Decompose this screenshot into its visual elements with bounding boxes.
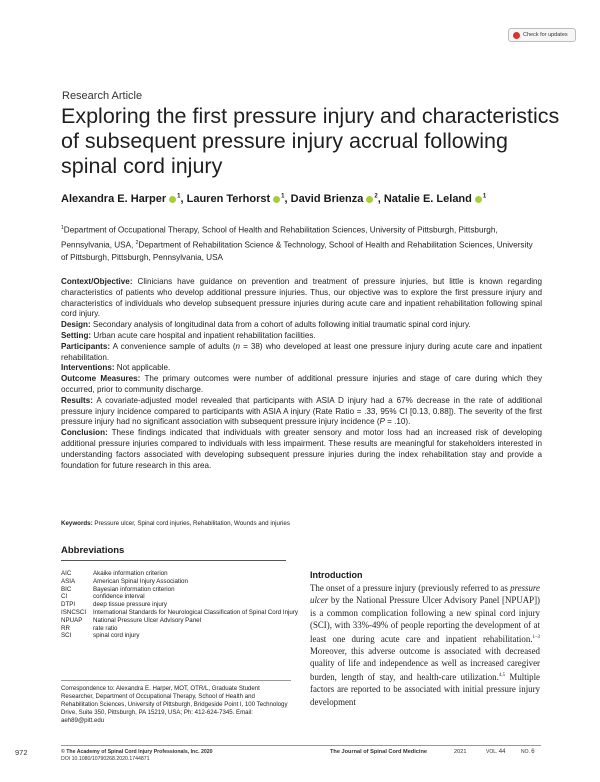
citation-link[interactable]: 4,5	[498, 672, 506, 678]
journal-name: The Journal of Spinal Cord Medicine	[330, 749, 427, 755]
abstract-results: Results: A covariate-adjusted model revealed that participants with ASIA D injury had a 67% decrease in the rate of additional pressure injury incidence compared to participants with ASIA A injury (Rate Ratio = .33, 95% CI [0.13, 0.88]). The severity of the first pressure injury had no significant association with subsequent pressure injury incidence (P = .10).	[61, 395, 542, 427]
abbreviation-row	[61, 578, 301, 586]
journal-volume: VOL. 44	[486, 749, 506, 755]
abstract-setting: Setting: Urban acute care hospital and inpatient rehabilitation facilities.	[61, 330, 316, 340]
abstract-conclusion: Conclusion: These findings indicated that individuals with greater sensory and motor loss had an increased risk of developing additional pressure injuries compared to individuals with less impairment. These results are meaningful for stakeholders interested in understanding factors associated with developing subsequent pressure injuries during the index rehabilitation stay and provide a foundation for future research in this area.	[61, 428, 542, 470]
introduction-heading: Introduction	[310, 570, 363, 580]
abstract-design: Design: Secondary analysis of longitudinal data from a cohort of adults following initial traumatic spinal cord injury.	[61, 320, 471, 330]
affiliation-text: Department of Rehabilitation Science & Technology, School of Health and Rehabilitation Sciences, University of Pittsburgh, Pittsburgh, Pennsylvania, USA	[61, 240, 533, 263]
article-title: Exploring the first pressure injury and characteristics of subsequent pressure injury accrual following spinal cord injury	[61, 104, 560, 178]
abbreviation-definition: American Spinal Injury Association	[93, 577, 188, 585]
abbreviation-definition: deep tissue pressure injury	[93, 601, 167, 609]
abstract-context: Context/Objective: Clinicians have guidance on prevention and treatment of pressure injuries, but little is known regarding characteristics of patients who develop additional pressure injuries. Thus, our objective was to explore the first pressure injury and characteristics of individuals who develop subsequent pressure injuries during acute care and inpatient rehabilitation following spinal cord injury.	[61, 277, 542, 319]
page-number: 972	[15, 748, 28, 757]
check-for-updates-label: Check for updates	[523, 32, 568, 38]
author-name: Natalie E. Leland	[383, 193, 472, 205]
abbreviation-term: DTPI	[61, 601, 76, 609]
journal-issue: NO. 6	[521, 749, 535, 755]
abbreviation-term: SCI	[61, 632, 72, 640]
check-for-updates-button[interactable]	[508, 28, 576, 42]
abbreviation-term: RR	[61, 624, 70, 632]
abbreviations-title: Abbreviations	[61, 545, 125, 556]
crossmark-icon	[513, 32, 520, 39]
abbreviation-row	[61, 609, 301, 617]
abbreviation-row	[61, 625, 301, 633]
abbreviation-term: AIC	[61, 570, 72, 577]
orcid-icon[interactable]	[273, 196, 280, 203]
abbreviation-row	[61, 570, 301, 578]
abbreviation-row	[61, 593, 301, 601]
abbreviation-definition: rate ratio	[93, 624, 118, 632]
abstract	[61, 277, 542, 471]
orcid-icon[interactable]	[475, 196, 482, 203]
affiliation-text: Department of Occupational Therapy, School of Health and Rehabilitation Sciences, University of Pittsburgh, Pittsburgh, Pennsylvania, USA,	[61, 225, 498, 250]
author-affiliation: 2	[374, 193, 378, 200]
divider	[61, 560, 286, 561]
abbreviation-definition: National Pressure Ulcer Advisory Panel	[93, 616, 201, 624]
author-name: Alexandra E. Harper	[61, 193, 167, 205]
abbreviation-definition: International Standards for Neurological Classification of Spinal Cord Injury	[93, 608, 298, 616]
abbreviation-row	[61, 632, 301, 640]
abstract-participants: Participants: A convenience sample of adults (n = 38) who developed at least one pressure injury during acute care and inpatient rehabilitation.	[61, 341, 542, 362]
correspondence-note: Correspondence to: Alexandra E. Harper, MOT, OTR/L, Graduate Student Researcher, Department of Occupational Therapy, School of Health and Rehabilitation Sciences, University of Pittsburgh, Bridgeside Point I, 100 Technology Drive, Suite 350, Pittsburgh, PA 15219, USA; Ph: 412-624-7345. Email: aeh89@pitt.edu	[61, 685, 288, 724]
orcid-icon[interactable]	[366, 196, 373, 203]
abbreviation-definition: spinal cord injury	[93, 632, 140, 640]
copyright: © The Academy of Spinal Cord Injury Professionals, Inc. 2020 DOI 10.1080/10790268.2020.1744871	[61, 749, 213, 762]
abbreviation-term: ISNCSCI	[61, 608, 87, 616]
abbreviation-definition: confidence interval	[93, 593, 145, 601]
abbreviation-term: NPUAP	[61, 616, 83, 624]
abbreviation-definition: Bayesian information criterion	[93, 585, 175, 593]
abbreviations-table	[61, 570, 301, 640]
divider	[61, 680, 291, 681]
doi-link[interactable]: DOI 10.1080/10790268.2020.1744871	[61, 756, 150, 762]
abstract-interventions: Interventions: Not applicable.	[61, 363, 171, 373]
abbreviation-term: ASIA	[61, 577, 76, 585]
author-affiliation: 1	[281, 193, 285, 200]
orcid-icon[interactable]	[169, 196, 176, 203]
abbreviation-row	[61, 617, 301, 625]
abbreviation-row	[61, 586, 301, 594]
author-name: Lauren Terhorst	[186, 193, 271, 205]
abbreviation-row	[61, 601, 301, 609]
affiliations	[61, 222, 539, 265]
divider	[61, 745, 541, 746]
author-name: David Brienza	[290, 193, 364, 205]
author-affiliation: 1	[177, 193, 181, 200]
author-list: Alexandra E. Harper $^1$, Lauren Terhorst $^1$, David Brienza $^2$, Natalie E. Leland $^1$	[61, 193, 487, 205]
affiliation-number: 1	[61, 225, 64, 231]
article-type: Research Article	[62, 90, 143, 102]
affiliation-number: 2	[135, 240, 139, 247]
journal-year: 2021	[454, 749, 467, 755]
abbreviation-term: BIC	[61, 585, 72, 593]
abbreviation-term: CI	[61, 593, 68, 601]
abstract-outcome: Outcome Measures: The primary outcomes were number of additional pressure injuries and stage of care during which they occurred, prior to community discharge.	[61, 374, 542, 394]
introduction-text: The onset of a pressure injury (previously referred to as pressure ulcer by the National Pressure Ulcer Advisory Panel [NPUAP]) is a common complication following a new spinal cord injury (SCI), with 33%-49% of people reporting the development of at least one during acute care and inpatient rehabilitation.$^{1-3}$ Moreover, this adverse outcome is associated with decreased quality of life and independence as well as increased caregiver burden, length of stay, and health-care utilization.$^{4,5}$ Multiple factors are reported to be associated with initial pressure injury development	[310, 583, 540, 707]
abbreviation-definition: Akaike information criterion	[93, 570, 168, 577]
author-affiliation: 1	[482, 193, 487, 200]
citation-link[interactable]: 1–3	[532, 634, 540, 640]
keywords: Keywords: Pressure ulcer, Spinal cord injuries, Rehabilitation, Wounds and injuries	[61, 520, 290, 527]
